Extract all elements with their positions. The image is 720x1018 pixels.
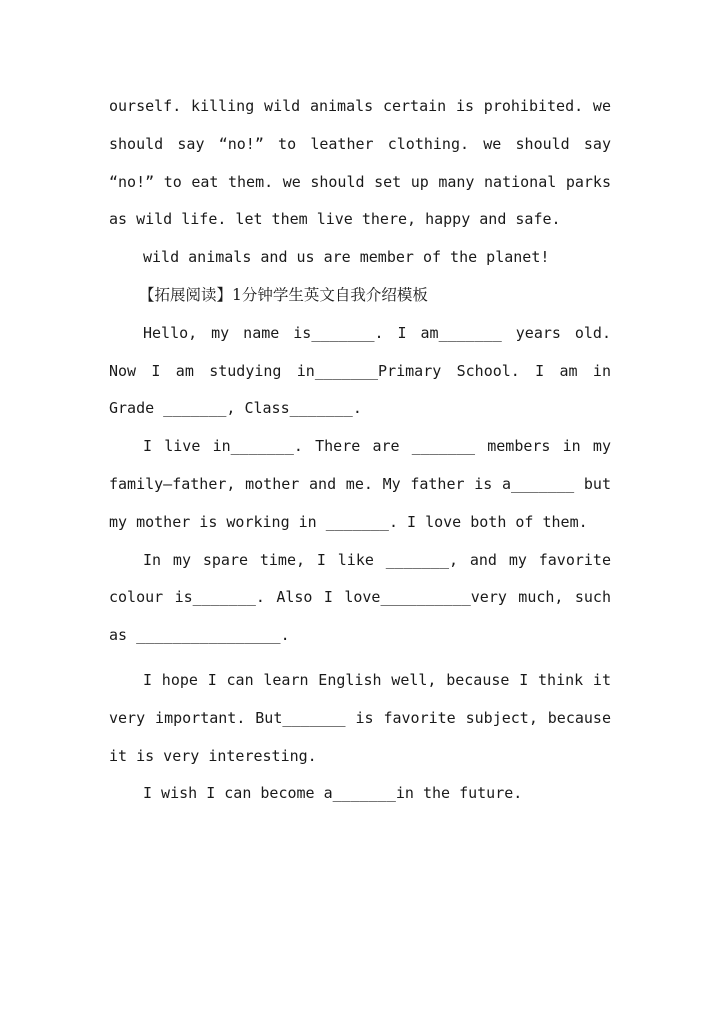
template-paragraph-intro: Hello, my name is_______. I am_______ years old. Now I am studying in_______Primary School. I am in Grade _______, Class_______. bbox=[109, 323, 611, 418]
paragraph-wild-animals: ourself. killing wild animals certain is prohibited. we should say “no!” to leather clothing. we should say “no!” to eat them. we should set up many national parks as wild life. let them live there, happy and safe. bbox=[109, 97, 611, 229]
template-paragraph-english: I hope I can learn English well, because I think it very important. But_______ is favorite subject, because it is very interesting. bbox=[109, 670, 611, 765]
template-paragraph-family: I live in_______. There are _______ members in my family—father, mother and me. My father is a_______ but my mother is working in _______. I love both of them. bbox=[109, 437, 611, 531]
template-paragraph-hobbies: In my spare time, I like _______, and my favorite colour is_______. Also I love__________very much, such as ________________. bbox=[109, 550, 611, 645]
section-heading: 【拓展阅读】1分钟学生英文自我介绍模板 bbox=[139, 285, 428, 304]
template-paragraph-future: I wish I can become a_______in the future. bbox=[143, 784, 523, 803]
paragraph-planet-members: wild animals and us are member of the planet! bbox=[143, 248, 550, 267]
document-body bbox=[109, 88, 611, 813]
